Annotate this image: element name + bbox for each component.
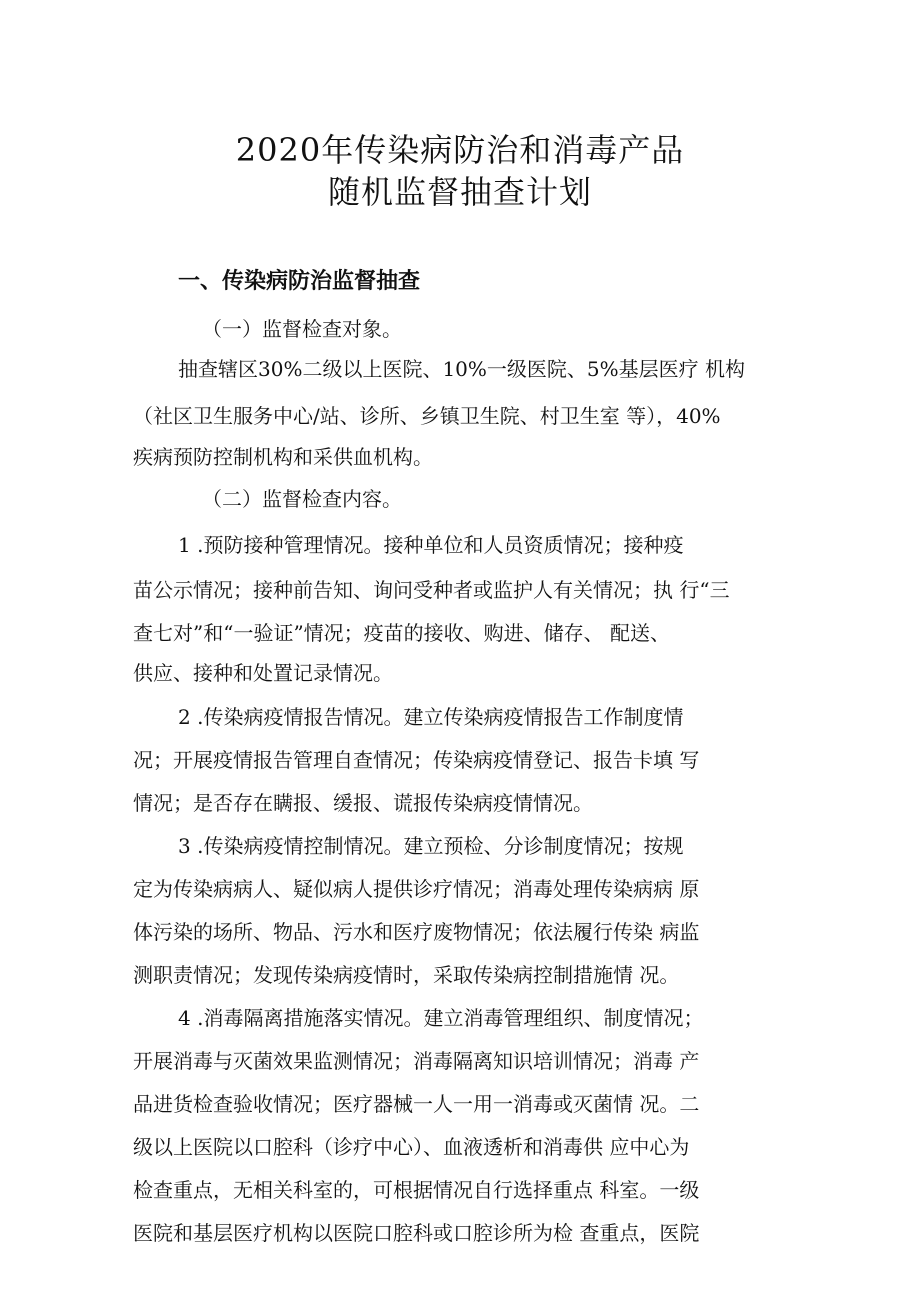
item-3-line: 定为传染病病人、疑似病人提供诊疗情况；消毒处理传染病病 原	[133, 877, 700, 901]
item-4-line: 级以上医院以口腔科（诊疗中心）、血液透析和消毒供 应中心为	[133, 1135, 690, 1159]
item-1-line: 查七对”和“一验证”情况；疫苗的接收、购进、储存、 配送、	[133, 621, 671, 645]
item-2-line: 况；开展疫情报告管理自查情况；传染病疫情登记、报告卡填 写	[133, 748, 700, 772]
paragraph-line: 疾病预防控制机构和采供血机构。	[133, 445, 433, 469]
document-title-line-1: 2020年传染病防治和消毒产品	[235, 131, 685, 169]
item-4-line: 开展消毒与灭菌效果监测情况；消毒隔离知识培训情况；消毒 产	[133, 1049, 700, 1073]
item-3-line: 体污染的场所、物品、污水和医疗废物情况；依法履行传染 病监	[133, 920, 700, 944]
item-4-line: 4 .消毒隔离措施落实情况。建立消毒管理组织、制度情况；	[178, 1006, 704, 1030]
subheading-inspection-content: （二）监督检查内容。	[202, 487, 402, 511]
item-3-line: 测职责情况；发现传染病疫情时，采取传染病控制措施情 况。	[133, 963, 680, 987]
paragraph-line: （社区卫生服务中心/站、诊所、乡镇卫生院、村卫生室 等），40%	[133, 404, 721, 428]
item-2-line: 情况；是否存在瞒报、缓报、谎报传染病疫情情况。	[133, 791, 593, 815]
item-1-line: 供应、接种和处置记录情况。	[133, 661, 393, 685]
item-1-line: 苗公示情况；接种前告知、询问受种者或监护人有关情况；执 行“三	[133, 578, 730, 602]
subheading-inspection-targets: （一）监督检查对象。	[202, 317, 402, 341]
paragraph-line: 抽查辖区30%二级以上医院、10%一级医院、5%基层医疗 机构	[178, 357, 745, 381]
document-title-line-2: 随机监督抽查计划	[327, 173, 592, 211]
item-4-line: 医院和基层医疗机构以医院口腔科或口腔诊所为检 查重点，医院	[133, 1221, 700, 1245]
section-heading-1: 一、传染病防治监督抽查	[178, 269, 421, 294]
item-3-line: 3 .传染病疫情控制情况。建立预检、分诊制度情况；按规	[178, 834, 684, 858]
item-1-line: 1 .预防接种管理情况。接种单位和人员资质情况；接种疫	[178, 533, 684, 557]
item-2-line: 2 .传染病疫情报告情况。建立传染病疫情报告工作制度情	[178, 705, 684, 729]
item-4-line: 检查重点，无相关科室的，可根据情况自行选择重点 科室。一级	[133, 1178, 700, 1202]
item-4-line: 品进货检查验收情况；医疗器械一人一用一消毒或灭菌情 况。二	[133, 1092, 700, 1116]
